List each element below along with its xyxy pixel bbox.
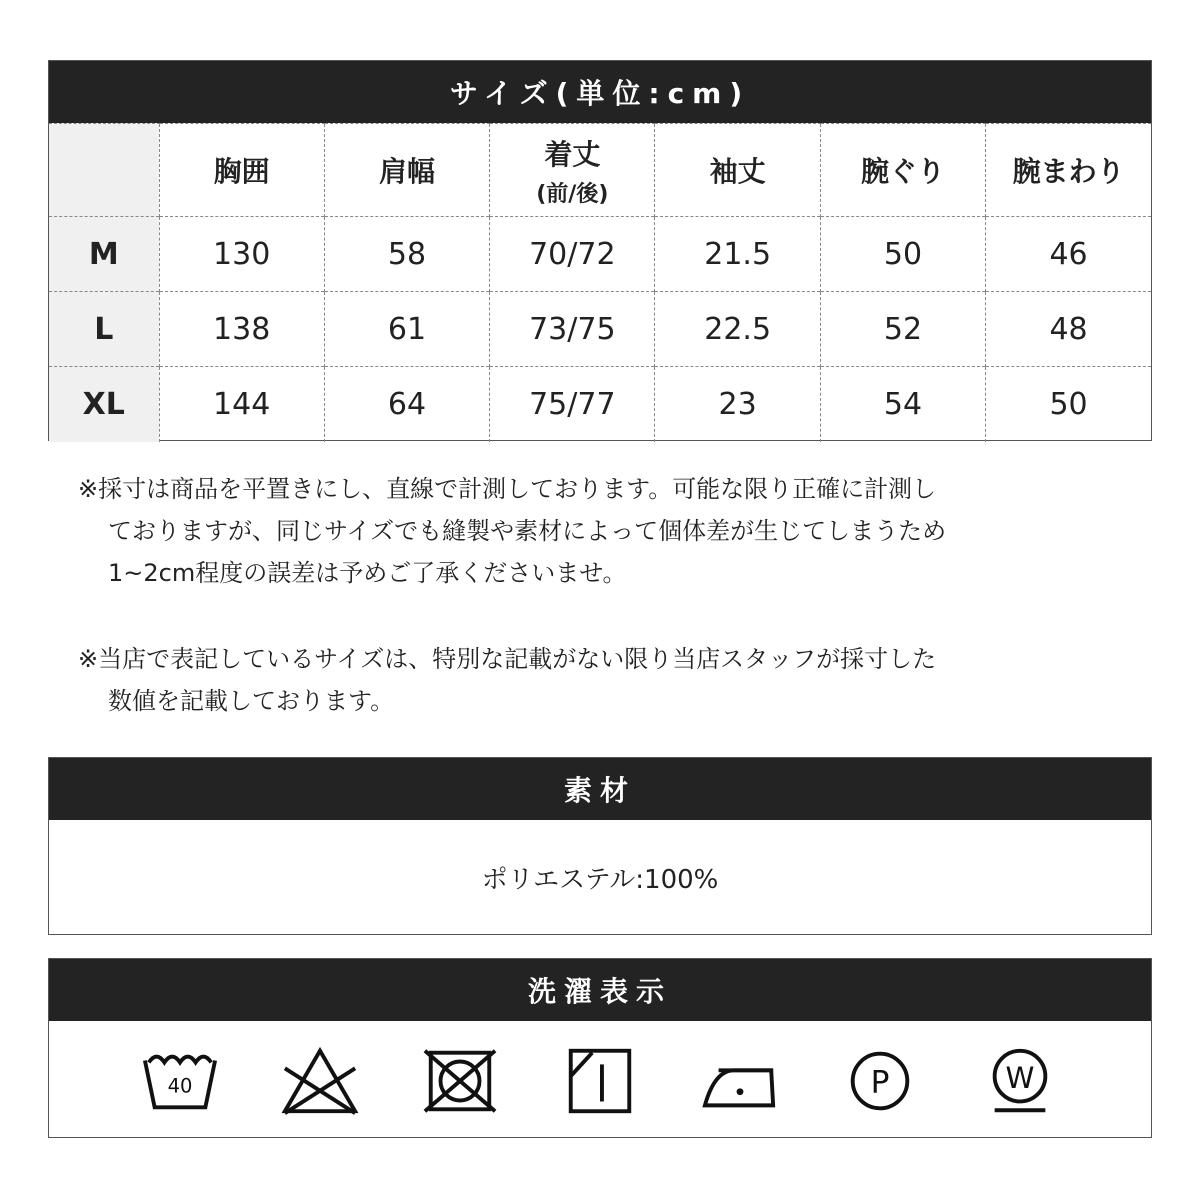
note-line: ※採寸は商品を平置きにし、直線で計測しております。可能な限り正確に計測し <box>78 475 937 503</box>
header-shoulder: 肩幅 <box>324 124 489 217</box>
care-icons <box>49 1021 1151 1137</box>
table-row <box>49 217 1151 292</box>
table-cell: 52 <box>820 292 985 367</box>
table-cell: 73/75 <box>490 292 655 367</box>
table-cell: 75/77 <box>490 367 655 442</box>
size-table-header-row <box>49 124 1151 217</box>
wetclean-letter: W <box>1005 1060 1035 1095</box>
table-cell: 70/72 <box>490 217 655 292</box>
size-table-corner <box>49 124 159 217</box>
note-line: 1~2cm程度の誤差は予めご了承くださいませ。 <box>108 559 627 587</box>
table-row <box>49 292 1151 367</box>
table-cell: 50 <box>986 367 1151 442</box>
table-cell: 50 <box>820 217 985 292</box>
table-cell: 46 <box>986 217 1151 292</box>
size-table-section <box>48 60 1152 441</box>
size-label: XL <box>49 367 159 442</box>
table-cell: 130 <box>159 217 324 292</box>
size-notice <box>78 638 1138 722</box>
wash-40-tub-icon <box>141 1046 219 1116</box>
iron-low-icon <box>701 1046 779 1116</box>
dryclean-letter: P <box>870 1064 890 1101</box>
note-line: ておりますが、同じサイズでも縫製や素材によって個体差が生じてしまうため <box>108 517 947 545</box>
header-length: 着丈 (前/後) <box>490 124 655 217</box>
table-cell: 22.5 <box>655 292 820 367</box>
no-tumble-dry-icon <box>421 1046 499 1116</box>
material-title: 素材 <box>49 758 1151 820</box>
size-label: M <box>49 217 159 292</box>
header-sleeve: 袖丈 <box>655 124 820 217</box>
table-cell: 61 <box>324 292 489 367</box>
header-arm-circumference: 腕まわり <box>986 124 1151 217</box>
material-content: ポリエステル:100% <box>481 864 719 895</box>
table-cell: 23 <box>655 367 820 442</box>
material-section <box>48 757 1152 935</box>
table-cell: 48 <box>986 292 1151 367</box>
table-cell: 138 <box>159 292 324 367</box>
dryclean-p-icon <box>841 1046 919 1116</box>
table-cell: 54 <box>820 367 985 442</box>
header-chest: 胸囲 <box>159 124 324 217</box>
size-label: L <box>49 292 159 367</box>
table-cell: 144 <box>159 367 324 442</box>
care-section <box>48 958 1152 1138</box>
table-cell: 58 <box>324 217 489 292</box>
line-dry-shade-icon <box>561 1046 639 1116</box>
note-line: 数値を記載しております。 <box>108 687 395 715</box>
table-cell: 64 <box>324 367 489 442</box>
wetclean-w-icon <box>981 1046 1059 1116</box>
no-bleach-icon <box>281 1046 359 1116</box>
table-cell: 21.5 <box>655 217 820 292</box>
measurement-note <box>78 468 1138 594</box>
wash-temperature: 40 <box>167 1074 193 1098</box>
table-row <box>49 367 1151 442</box>
care-title: 洗濯表示 <box>49 959 1151 1021</box>
size-table <box>49 123 1151 442</box>
note-line: ※当店で表記しているサイズは、特別な記載がない限り当店スタッフが採寸した <box>78 645 937 673</box>
header-armhole: 腕ぐり <box>820 124 985 217</box>
size-table-title: サイズ(単位:cm) <box>49 61 1151 123</box>
